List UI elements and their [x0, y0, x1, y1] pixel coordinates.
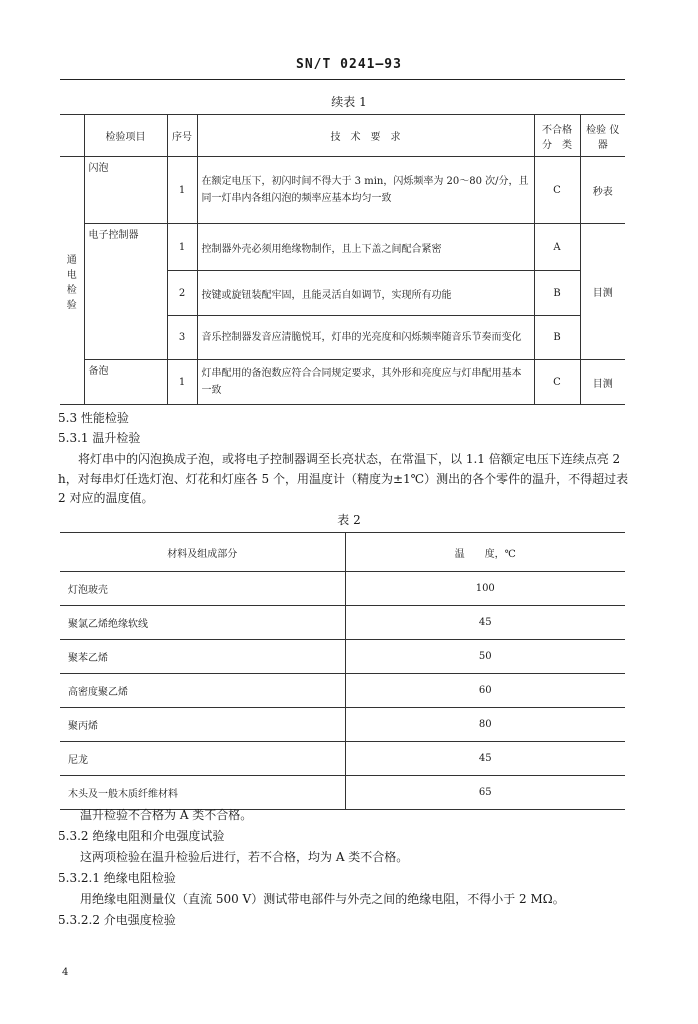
item-cell: 电子控制器 — [84, 224, 167, 360]
header-rule — [60, 79, 625, 80]
temperature-rise-paragraph: 将灯串中的闪泡换成子泡，或将电子控制器调至长亮状态，在常温下，以 1.1 倍额定电压下连续点亮 2 h，对每串灯任选灯泡、灯花和灯座各 5 个，用温度计（精度为±1℃）测出的各个零件的温升，不得超过表 2 对应的温度值。 — [58, 452, 629, 505]
table-row — [60, 572, 625, 606]
table-row — [60, 776, 625, 810]
section-heading-5-3-2: 5.3.2 绝缘电阻和介电强度试验 — [58, 829, 225, 843]
header-material: 材料及组成部分 — [60, 533, 345, 572]
material-cell: 灯泡玻壳 — [60, 572, 345, 606]
section-heading-5-3-2-2: 5.3.2.2 介电强度检验 — [58, 913, 176, 927]
material-cell: 木头及一般木质纤维材料 — [60, 776, 345, 810]
section-heading-5-3-1: 5.3.1 温升检验 — [58, 431, 141, 445]
temperature-cell: 65 — [345, 776, 625, 810]
seq-cell: 3 — [167, 316, 197, 360]
instrument-cell: 目测 — [580, 360, 625, 405]
defect-class-cell: C — [534, 157, 580, 224]
table-header-row — [60, 115, 625, 157]
defect-class-cell: B — [534, 271, 580, 316]
material-cell: 聚苯乙烯 — [60, 640, 345, 674]
header-category — [60, 115, 84, 157]
header-instrument: 检验 仪器 — [580, 115, 625, 157]
seq-cell: 1 — [167, 224, 197, 271]
item-cell: 备泡 — [84, 360, 167, 405]
seq-cell: 1 — [167, 360, 197, 405]
requirement-cell: 灯串配用的备泡数应符合合同规定要求，其外形和亮度应与灯串配用基本一致 — [197, 360, 534, 405]
material-cell: 尼龙 — [60, 742, 345, 776]
header-requirement: 技 术 要 求 — [197, 115, 534, 157]
material-cell: 聚氯乙烯绝缘软线 — [60, 606, 345, 640]
temperature-cell: 45 — [345, 742, 625, 776]
temperature-table — [60, 532, 625, 810]
defect-class-cell: C — [534, 360, 580, 405]
table-row — [60, 640, 625, 674]
material-cell: 高密度聚乙烯 — [60, 674, 345, 708]
material-cell: 聚丙烯 — [60, 708, 345, 742]
temperature-cell: 45 — [345, 606, 625, 640]
section-heading-5-3-2-1: 5.3.2.1 绝缘电阻检验 — [58, 871, 176, 885]
temperature-cell: 50 — [345, 640, 625, 674]
temperature-cell: 100 — [345, 572, 625, 606]
section-heading-5-3: 5.3 性能检验 — [58, 411, 129, 425]
instrument-cell: 秒表 — [580, 157, 625, 224]
table1-caption: 续表 1 — [331, 95, 367, 109]
item-cell: 闪泡 — [84, 157, 167, 224]
seq-cell: 2 — [167, 271, 197, 316]
instrument-cell: 目测 — [580, 224, 625, 360]
table-row — [60, 708, 625, 742]
header-seq: 序号 — [167, 115, 197, 157]
header-item: 检验项目 — [84, 115, 167, 157]
table-header-row — [60, 533, 625, 572]
temperature-rise-conclusion: 温升检验不合格为 A 类不合格。 — [80, 808, 253, 822]
inspection-table — [60, 114, 625, 405]
header-temperature: 温 度，℃ — [345, 533, 625, 572]
header-defect-class: 不合格 分 类 — [534, 115, 580, 157]
defect-class-cell: A — [534, 224, 580, 271]
test-order-paragraph: 这两项检验在温升检验后进行，若不合格，均为 A 类不合格。 — [80, 850, 409, 864]
table-row — [60, 606, 625, 640]
table-row — [60, 674, 625, 708]
requirement-cell: 音乐控制器发音应清脆悦耳，灯串的光亮度和闪烁频率随音乐节奏而变化 — [197, 316, 534, 360]
requirement-cell: 在额定电压下，初闪时间不得大于 3 min，闪烁频率为 20～80 次/分，且同一灯串内各组闪泡的频率应基本均匀一致 — [197, 157, 534, 224]
table-row — [60, 742, 625, 776]
defect-class-cell: B — [534, 316, 580, 360]
page-number: 4 — [62, 967, 69, 978]
table-row — [60, 360, 625, 405]
table-row — [60, 224, 625, 271]
table-row — [60, 157, 625, 224]
table2-caption: 表 2 — [337, 513, 361, 527]
temperature-cell: 80 — [345, 708, 625, 742]
category-cell: 通电 检验 — [60, 157, 84, 405]
seq-cell: 1 — [167, 157, 197, 224]
requirement-cell: 按键或旋钮装配牢固，且能灵活自如调节，实现所有功能 — [197, 271, 534, 316]
insulation-resistance-paragraph: 用绝缘电阻测量仪（直流 500 V）测试带电部件与外壳之间的绝缘电阻，不得小于 2 MΩ。 — [80, 892, 565, 906]
temperature-cell: 60 — [345, 674, 625, 708]
document-code: SN/T 0241—93 — [296, 57, 402, 72]
requirement-cell: 控制器外壳必须用绝缘物制作，且上下盖之间配合紧密 — [197, 224, 534, 271]
